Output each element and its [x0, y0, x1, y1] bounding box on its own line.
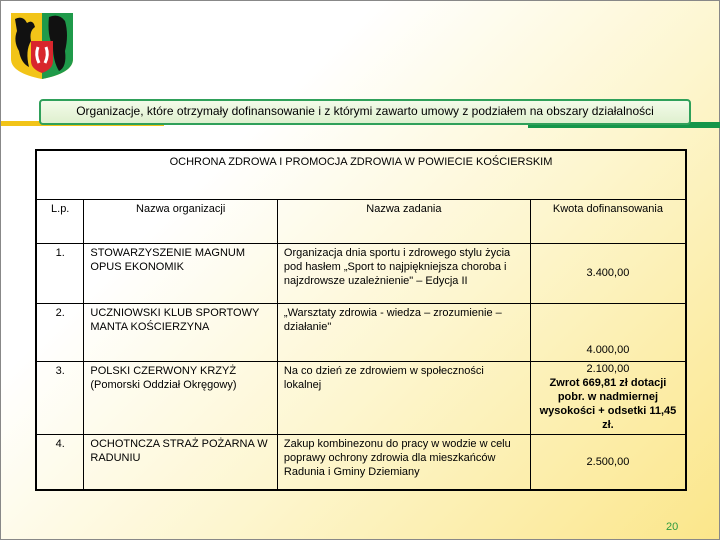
- row-lp: 3.: [36, 361, 84, 434]
- table-row: [36, 434, 686, 490]
- row-task: Zakup kombinezonu do pracy w wodzie w celu poprawy ochrony zdrowia dla mieszkańców Radunia i Gminy Dziemiany: [277, 434, 530, 490]
- row-lp: 4.: [36, 434, 84, 490]
- row-organization: UCZNIOWSKI KLUB SPORTOWY MANTA KOŚCIERZYNA: [84, 303, 278, 361]
- column-header-lp: L.p.: [36, 199, 84, 243]
- row-amount: 3.400,00: [530, 243, 686, 303]
- row-organization: STOWARZYSZENIE MAGNUM OPUS EKONOMIK: [84, 243, 278, 303]
- row-amount: 4.000,00: [530, 303, 686, 361]
- table-row: [36, 243, 686, 303]
- column-header-task: Nazwa zadania: [277, 199, 530, 243]
- row-organization: POLSKI CZERWONY KRZYŻ (Pomorski Oddział Okręgowy): [84, 361, 278, 434]
- column-header-amount: Kwota dofinansowania: [530, 199, 686, 243]
- row-lp: 1.: [36, 243, 84, 303]
- table-row: [36, 303, 686, 361]
- row-amount: 2.100,00: [586, 362, 630, 375]
- funding-table: [35, 149, 687, 491]
- coat-of-arms-logo: [9, 11, 75, 79]
- slide-title: Organizacje, które otrzymały dofinansowanie i z którymi zawarto umowy z podziałem na obszary działalności: [39, 99, 691, 125]
- row-task: Na co dzień ze zdrowiem w społeczności lokalnej: [277, 361, 530, 434]
- section-heading: OCHRONA ZDROWA I PROMOCJA ZDROWIA W POWIECIE KOŚCIERSKIM: [36, 150, 686, 199]
- page-number: 20: [666, 521, 679, 533]
- row-task: „Warsztaty zdrowia - wiedza – zrozumienie – działanie": [277, 303, 530, 361]
- row-amount: 2.500,00: [530, 434, 686, 490]
- column-header-organization: Nazwa organizacji: [84, 199, 278, 243]
- row-amount-note: Zwrot 669,81 zł dotacji pobr. w nadmiernej wysokości + odsetki 11,45 zł.: [539, 376, 677, 431]
- row-lp: 2.: [36, 303, 84, 361]
- row-task: Organizacja dnia sportu i zdrowego stylu życia pod hasłem „Sport to najpiękniejsza choroba i najzdrowsze uzależnienie" – Edycja II: [277, 243, 530, 303]
- table-row: [36, 361, 686, 434]
- row-organization: OCHOTNCZA STRAŻ POŻARNA W RADUNIU: [84, 434, 278, 490]
